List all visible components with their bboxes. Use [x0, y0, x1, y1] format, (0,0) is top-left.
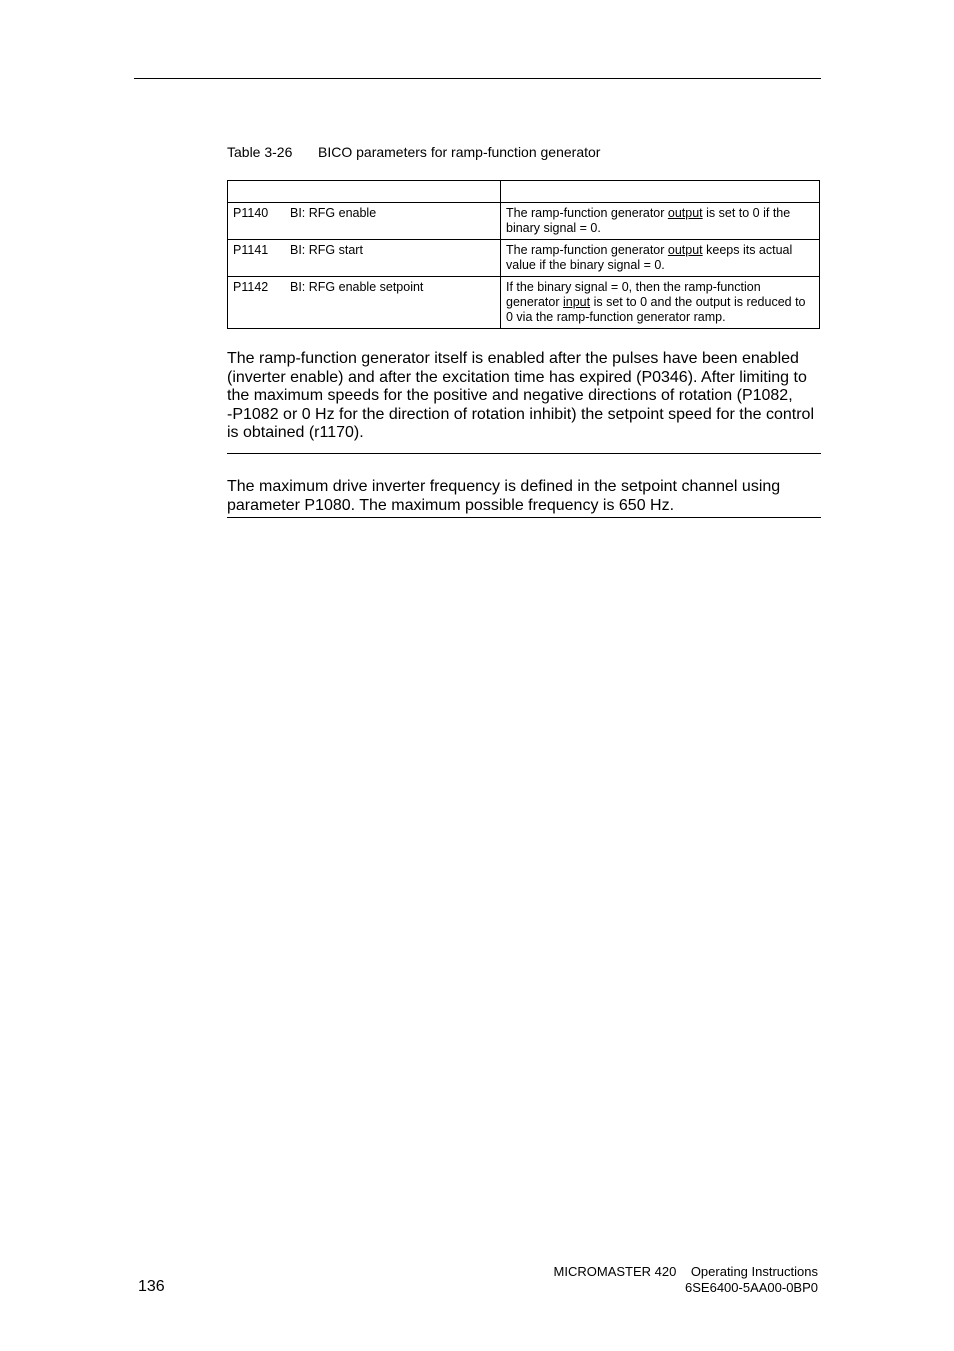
header-rule	[134, 78, 821, 79]
param-description	[501, 277, 820, 329]
footer-doc-type: Operating Instructions	[690, 1264, 818, 1279]
paragraph-line: (inverter enable) and after the excitation time has expired (P0346). After limiting to	[227, 368, 807, 386]
page-number: 136	[138, 1278, 165, 1295]
header-cell-description	[501, 181, 820, 203]
table-caption-title: BICO parameters for ramp-function generator	[318, 144, 601, 160]
bico-parameter-table	[227, 180, 820, 329]
param-cell	[228, 240, 501, 277]
note-paragraph-max-frequency	[227, 478, 827, 515]
header-cell-parameter	[228, 181, 501, 203]
table-row	[228, 203, 820, 240]
param-number: P1142	[233, 280, 269, 294]
desc-text: keeps its actual value if the binary signal = 0.	[506, 243, 793, 272]
paragraph-line: parameter P1080. The maximum possible frequency is 650 Hz.	[227, 496, 675, 514]
table-row	[228, 277, 820, 329]
table-header-row	[228, 181, 820, 203]
footer-doc-info	[554, 1264, 818, 1296]
note-bottom-rule	[227, 517, 821, 518]
footer-product: MICROMASTER 420	[553, 1264, 677, 1279]
paragraph-line: -P1082 or 0 Hz for the direction of rotation inhibit) the setpoint speed for the control	[227, 405, 814, 423]
param-description	[501, 240, 820, 277]
footer-order-number: 6SE6400-5AA00-0BP0	[685, 1280, 818, 1295]
body-paragraph-rfg	[227, 350, 827, 443]
table-caption	[227, 144, 600, 161]
param-number: P1140	[233, 206, 269, 220]
note-top-rule	[227, 453, 821, 454]
desc-text: is set to 0 if the binary signal = 0.	[506, 206, 791, 235]
desc-text: The ramp-function generator	[506, 206, 668, 220]
desc-text: The ramp-function generator	[506, 243, 668, 257]
desc-text: If the binary signal = 0, then the ramp-function generator	[506, 280, 761, 309]
table-caption-number: Table 3-26	[227, 144, 293, 160]
desc-text: is set to 0 and the output is reduced to 0 via the ramp-function generator ramp.	[506, 295, 806, 324]
table-row	[228, 240, 820, 277]
paragraph-line: The maximum drive inverter frequency is defined in the setpoint channel using	[227, 478, 781, 495]
paragraph-line: the maximum speeds for the positive and negative directions of rotation (P1082,	[227, 387, 793, 404]
param-name: BI: RFG start	[290, 243, 363, 257]
desc-underlined: input	[562, 295, 591, 309]
param-name: BI: RFG enable	[290, 206, 377, 220]
param-number: P1141	[233, 243, 269, 257]
param-name: BI: RFG enable setpoint	[290, 280, 424, 294]
param-cell	[228, 203, 501, 240]
param-cell	[228, 277, 501, 329]
desc-underlined: output	[667, 243, 703, 257]
paragraph-line: The ramp-function generator itself is enabled after the pulses have been enabled	[227, 350, 799, 367]
desc-underlined: output	[667, 206, 703, 220]
param-description	[501, 203, 820, 240]
paragraph-line: is obtained (r1170).	[227, 424, 364, 441]
